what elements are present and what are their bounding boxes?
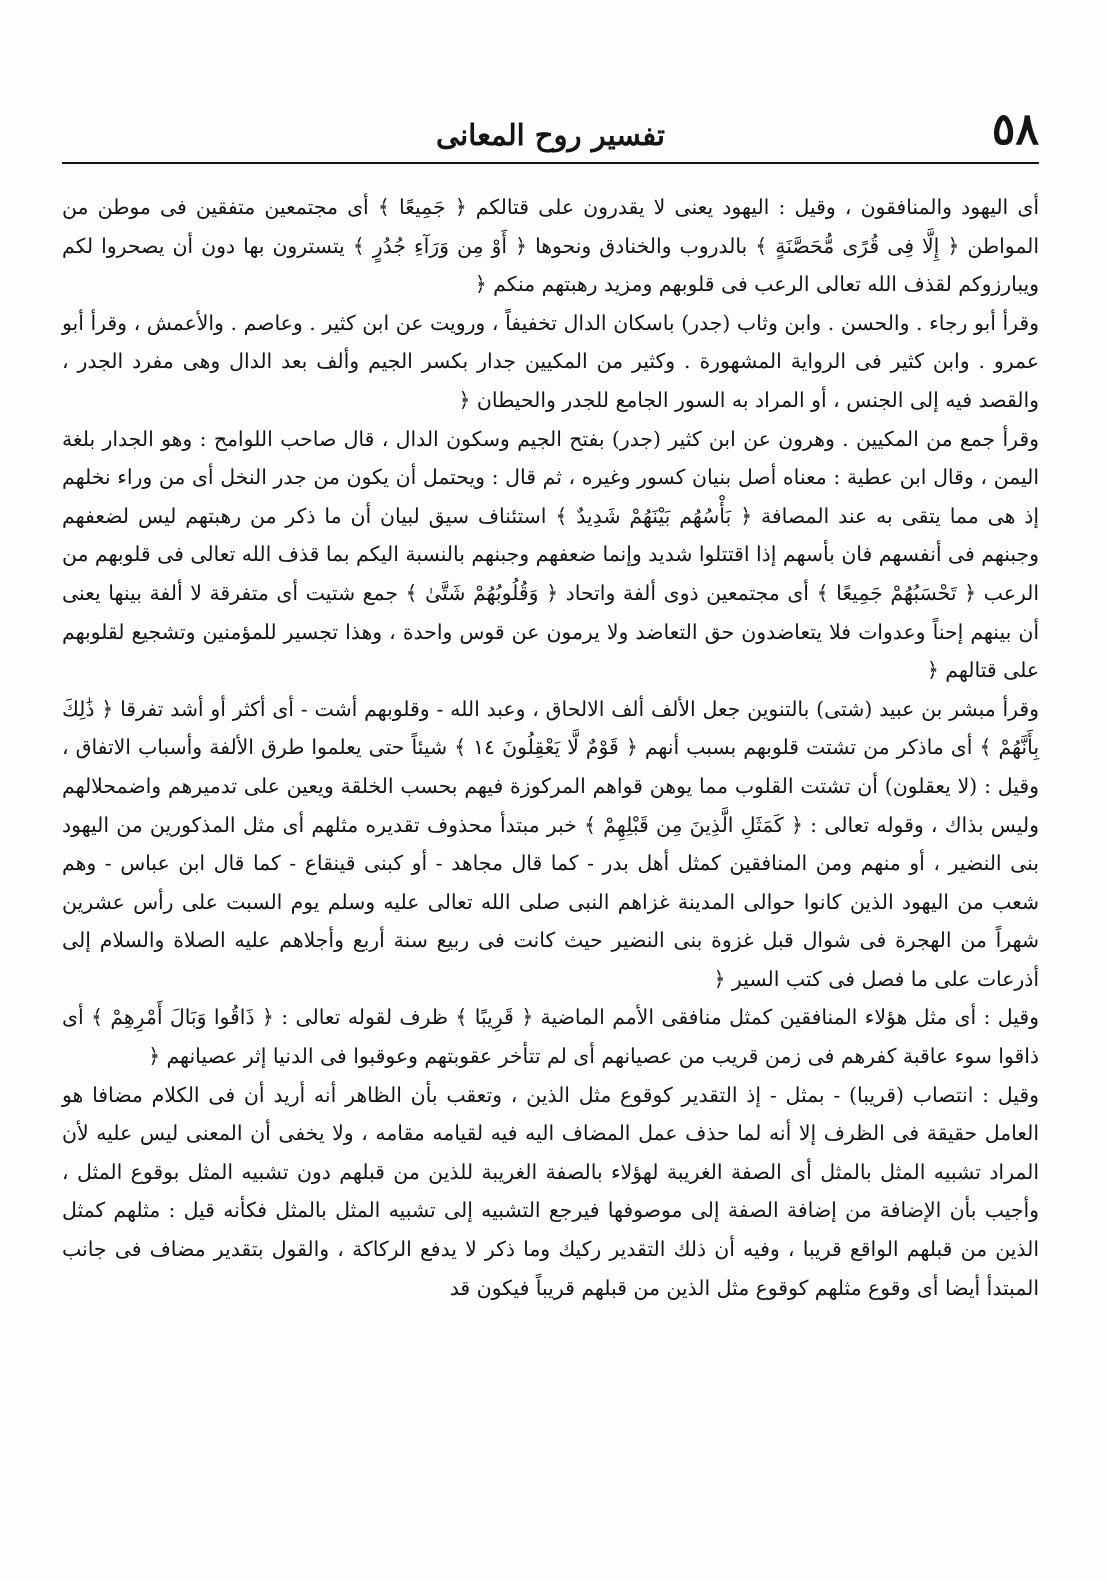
- header-rule: [62, 162, 1039, 164]
- paragraph: وقرأ أبو رجاء . والحسن . وابن وثاب (جدر) باسكان الدال تخفيفاً ، ورويت عن ابن كثير . وعاصم . والأعمش ، وقرأ أبو عمرو . وابن كثير فى الرواية المشهورة . وكثير من المكيين جدار بكسر الجيم وألف بعد الدال وهى مفرد الجدر ، والقصد فيه إلى الجنس ، أو المراد به السور الجامع للجدر والحيطان ﴿: [62, 310, 1039, 412]
- body-text: [62, 188, 1039, 1307]
- paragraph: وقرأ جمع من المكيين . وهرون عن ابن كثير (جدر) بفتح الجيم وسكون الدال ، قال صاحب اللوامح : وهو الجدار بلغة اليمن ، وقال ابن عطية : معناه أصل بنيان كسور وغيره ، ثم قال : ويحتمل أن يكون من جدر النخل أى من وراء نخلهم إذ هى مما يتقى به عند المصافة ﴿ بَأْسُهُم بَيْنَهُمْ شَدِيدٌ ﴾ استئناف سيق لبيان أن ما ذكر من رهبتهم ليس لضعفهم وجبنهم فى أنفسهم فان بأسهم إذا اقتتلوا شديد وإنما ضعفهم وجبنهم بالنسبة اليكم بما قذف الله تعالى فى قلوبهم من الرعب ﴿ تَحْسَبُهُمْ جَمِيعًا ﴾ أى مجتمعين ذوى ألفة واتحاد ﴿ وَقُلُوبُهُمْ شَتَّىٰ ﴾ جمع شتيت أى متفرقة لا ألفة بينها يعنى أن بينهم إحناً وعدوات فلا يتعاضدون حق التعاضد ولا يرمون عن قوس واحدة ، وهذا تجسير للمؤمنين وتشجيع لقلوبهم على قتالهم ﴿: [62, 426, 1039, 683]
- page-header: [62, 74, 1039, 155]
- paragraph: وقيل : انتصاب (قريبا) - بمثل - إذ التقدير كوقوع مثل الذين ، وتعقب بأن الظاهر أنه أريد أن فى الكلام مضافا هو العامل حقيقة فى الظرف إلا أنه لما حذف عمل المضاف اليه فيه لقيامه مقامه ، ولا يخفى أن المعنى ليس عليه لأن المراد تشبيه المثل بالمثل أى الصفة الغريبة لهؤلاء بالصفة الغريبة للذين من قبلهم دون تشبيه المثل بوقوع المثل ، وأجيب بأن الإضافة من إضافة الصفة إلى موصوفها فيرجع التشبيه إلى تشبيه المثل بالمثل فكأنه قيل : مثلهم كمثل الذين من قبلهم الواقع قريبا ، وفيه أن ذلك التقدير ركيك وما ذكر لا يدفع الركاكة ، والقول بتقدير مضاف فى جانب المبتدأ أيضا أى وقوع مثلهم كوقوع مثل الذين من قبلهم قريباً فيكون قد: [62, 1082, 1039, 1300]
- running-title: تفسير روح المعانى: [435, 118, 665, 152]
- paragraph: وقرأ مبشر بن عبيد (شتى) بالتنوين جعل الألف ألف الالحاق ، وعبد الله - وقلوبهم أشت - أى أكثر أو أشد تفرقا ﴿ ذَٰلِكَ بِأَنَّهُمْ ﴾ أى ماذكر من تشتت قلوبهم بسبب أنهم ﴿ قَوْمٌ لَّا يَعْقِلُونَ ١٤ ﴾ شيئاً حتى يعلموا طرق الألفة وأسباب الاتفاق ، وقيل : (لا يعقلون) أن تشتت القلوب مما يوهن قواهم المركوزة فيهم بحسب الخلقة ويعين على تدميرهم واضمحلالهم وليس بذاك ، وقوله تعالى : ﴿ كَمَثَلِ الَّذِينَ مِن قَبْلِهِمْ ﴾ خبر مبتدأ محذوف تقديره مثلهم أى مثل المذكورين من اليهود بنى النضير ، أو منهم ومن المنافقين كمثل أهل بدر - كما قال مجاهد - أو كبنى قينقاع - كما قال ابن عباس - وهم شعب من اليهود الذين كانوا حوالى المدينة غزاهم النبى صلى الله تعالى عليه وسلم يوم السبت على رأس عشرين شهراً من الهجرة فى شوال قبل غزوة بنى النضير حيث كانت فى ربيع سنة أربع وأجلاهم عليه الصلاة والسلام إلى أذرعات على ما فصل فى كتب السير ﴿: [62, 696, 1039, 991]
- paragraph: أى اليهود والمنافقون ، وقيل : اليهود يعنى لا يقدرون على قتالكم ﴿ جَمِيعًا ﴾ أى مجتمعين متفقين فى موطن من المواطن ﴿ إِلَّا فِى قُرًى مُّحَصَّنَةٍ ﴾ بالدروب والخنادق ونحوها ﴿ أَوْ مِن وَرَآءِ جُدُرٍ ﴾ يتسترون بها دون أن يصحروا لكم ويبارزوكم لقذف الله تعالى الرعب فى قلوبهم ومزيد رهبتهم منكم ﴿: [62, 195, 1039, 297]
- paragraph: وقيل : أى مثل هؤلاء المنافقين كمثل منافقى الأمم الماضية ﴿ قَرِيبًا ﴾ ظرف لقوله تعالى : ﴿ ذَاقُوا وَبَالَ أَمْرِهِمْ ﴾ أى ذاقوا سوء عاقبة كفرهم فى زمن قريب من عصيانهم أى لم تتأخر عقوبتهم وعوقبوا فى الدنيا إثر عصيانهم ﴿: [62, 1005, 1039, 1069]
- page-number: ٥٨: [991, 104, 1039, 155]
